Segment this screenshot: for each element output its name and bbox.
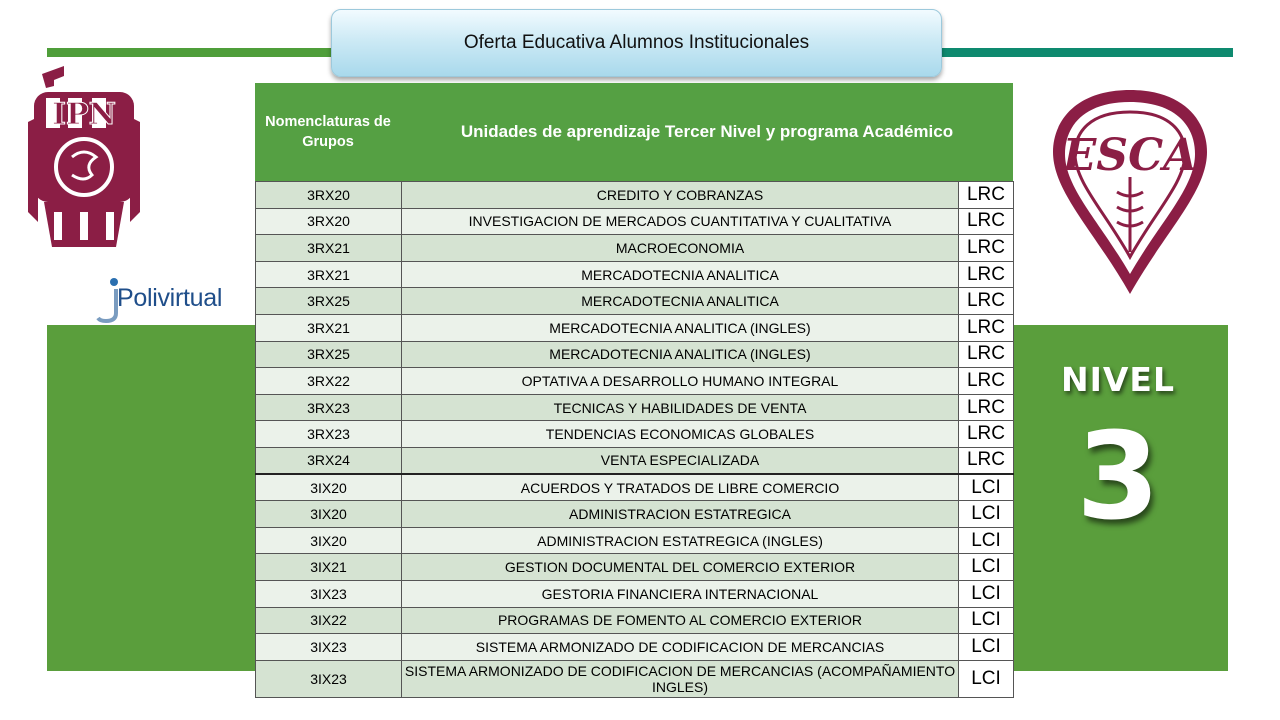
program-cell: LRC — [959, 182, 1014, 209]
group-cell: 3IX21 — [256, 554, 402, 581]
group-cell: 3RX21 — [256, 261, 402, 288]
group-cell: 3IX20 — [256, 501, 402, 528]
top-green-line — [47, 48, 347, 57]
table-row — [256, 394, 1014, 421]
group-cell: 3RX20 — [256, 182, 402, 209]
unit-cell: SISTEMA ARMONIZADO DE CODIFICACION DE MERCANCIAS — [402, 634, 959, 661]
group-cell: 3RX23 — [256, 394, 402, 421]
program-cell: LRC — [959, 288, 1014, 315]
unit-cell: ADMINISTRACION ESTATREGICA — [402, 501, 959, 528]
program-cell: LCI — [959, 580, 1014, 607]
program-cell: LRC — [959, 235, 1014, 262]
group-cell: 3RX24 — [256, 447, 402, 474]
header-groups: Nomenclaturas de Grupos — [265, 114, 391, 150]
course-table-body — [255, 181, 1014, 698]
group-cell: 3IX23 — [256, 660, 402, 697]
program-cell: LCI — [959, 634, 1014, 661]
unit-cell: VENTA ESPECIALIZADA — [402, 447, 959, 474]
table-row — [256, 607, 1014, 634]
group-cell: 3RX20 — [256, 208, 402, 235]
page-title: Oferta Educativa Alumnos Institucionales — [331, 9, 942, 77]
table-row — [256, 314, 1014, 341]
program-cell: LCI — [959, 501, 1014, 528]
group-cell: 3IX23 — [256, 634, 402, 661]
top-teal-line — [935, 48, 1233, 57]
ipn-logo-text: IPN — [51, 97, 117, 132]
unit-cell: GESTION DOCUMENTAL DEL COMERCIO EXTERIOR — [402, 554, 959, 581]
group-cell: 3RX25 — [256, 341, 402, 368]
table-row — [256, 421, 1014, 448]
polivirtual-text: Polivirtual — [117, 284, 223, 312]
unit-cell: MERCADOTECNIA ANALITICA — [402, 261, 959, 288]
table-header — [255, 83, 1013, 181]
table-row — [256, 208, 1014, 235]
group-cell: 3RX23 — [256, 421, 402, 448]
table-row — [256, 474, 1014, 501]
escam-logo-text: ESCA — [1062, 130, 1198, 181]
course-table — [255, 83, 1013, 698]
table-row — [256, 501, 1014, 528]
program-cell: LCI — [959, 554, 1014, 581]
unit-cell: SISTEMA ARMONIZADO DE CODIFICACION DE MERCANCIAS (ACOMPAÑAMIENTO INGLES) — [402, 660, 959, 697]
program-cell: LRC — [959, 261, 1014, 288]
table-row — [256, 261, 1014, 288]
group-cell: 3RX21 — [256, 314, 402, 341]
group-cell: 3RX21 — [256, 235, 402, 262]
group-cell: 3IX20 — [256, 474, 402, 501]
unit-cell: CREDITO Y COBRANZAS — [402, 182, 959, 209]
program-cell: LCI — [959, 527, 1014, 554]
program-cell: LRC — [959, 341, 1014, 368]
ipn-logo — [24, 62, 144, 252]
unit-cell: INVESTIGACION DE MERCADOS CUANTITATIVA Y CUALITATIVA — [402, 208, 959, 235]
unit-cell: GESTORIA FINANCIERA INTERNACIONAL — [402, 580, 959, 607]
table-row — [256, 288, 1014, 315]
table-row — [256, 580, 1014, 607]
program-cell: LCI — [959, 607, 1014, 634]
table-row — [256, 527, 1014, 554]
unit-cell: ADMINISTRACION ESTATREGICA (INGLES) — [402, 527, 959, 554]
program-cell: LRC — [959, 314, 1014, 341]
escam-logo — [1045, 82, 1215, 302]
table-row — [256, 447, 1014, 474]
unit-cell: MERCADOTECNIA ANALITICA (INGLES) — [402, 341, 959, 368]
group-cell: 3IX20 — [256, 527, 402, 554]
unit-cell: TENDENCIAS ECONOMICAS GLOBALES — [402, 421, 959, 448]
level-number: 3 — [1076, 408, 1160, 547]
header-units: Unidades de aprendizaje Tercer Nivel y programa Académico — [460, 122, 954, 141]
unit-cell: MACROECONOMIA — [402, 235, 959, 262]
table-row — [256, 660, 1014, 697]
table-row — [256, 341, 1014, 368]
table-row — [256, 554, 1014, 581]
unit-cell: MERCADOTECNIA ANALITICA (INGLES) — [402, 314, 959, 341]
table-row — [256, 634, 1014, 661]
table-row — [256, 368, 1014, 395]
level-label: NIVEL — [1060, 360, 1175, 399]
program-cell: LRC — [959, 447, 1014, 474]
unit-cell: TECNICAS Y HABILIDADES DE VENTA — [402, 394, 959, 421]
table-row — [256, 235, 1014, 262]
group-cell: 3RX22 — [256, 368, 402, 395]
program-cell: LRC — [959, 421, 1014, 448]
program-cell: LCI — [959, 474, 1014, 501]
group-cell: 3IX22 — [256, 607, 402, 634]
unit-cell: PROGRAMAS DE FOMENTO AL COMERCIO EXTERIOR — [402, 607, 959, 634]
program-cell: LRC — [959, 208, 1014, 235]
unit-cell: OPTATIVA A DESARROLLO HUMANO INTEGRAL — [402, 368, 959, 395]
unit-cell: MERCADOTECNIA ANALITICA — [402, 288, 959, 315]
unit-cell: ACUERDOS Y TRATADOS DE LIBRE COMERCIO — [402, 474, 959, 501]
program-cell: LRC — [959, 394, 1014, 421]
group-cell: 3RX25 — [256, 288, 402, 315]
program-cell: LRC — [959, 368, 1014, 395]
table-row — [256, 182, 1014, 209]
left-green-panel — [47, 325, 257, 671]
group-cell: 3IX23 — [256, 580, 402, 607]
program-cell: LCI — [959, 660, 1014, 697]
